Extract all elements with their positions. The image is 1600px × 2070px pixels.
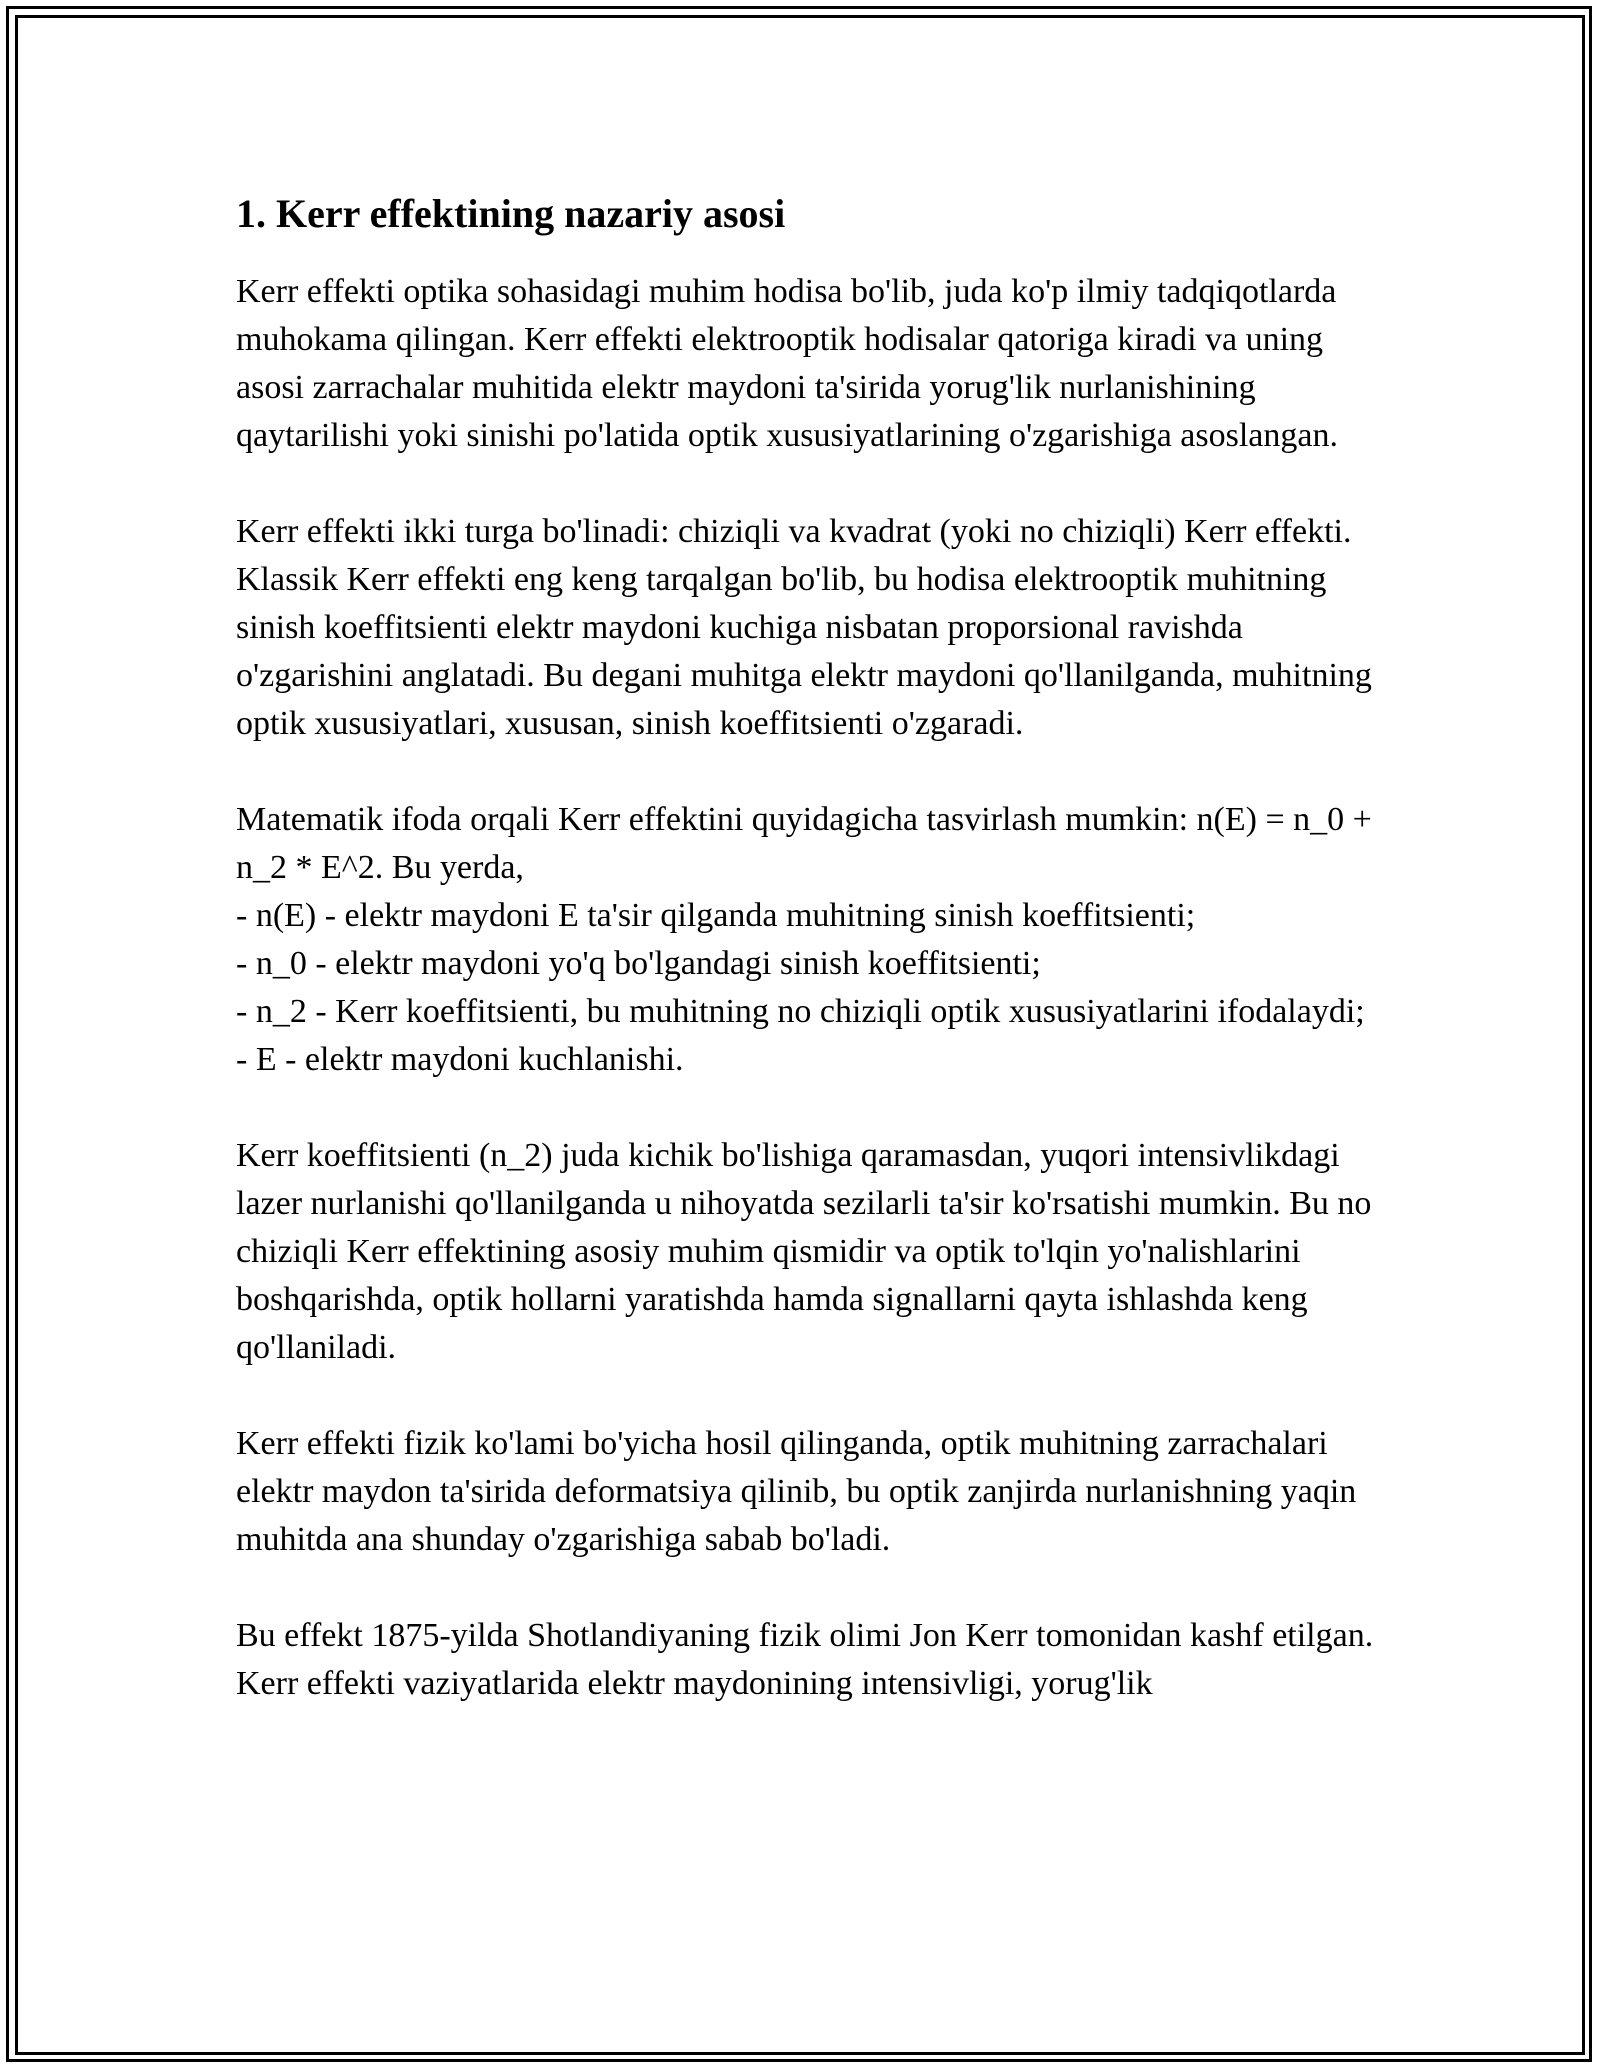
- formula-item-n-e: - n(E) - elektr maydoni E ta'sir qilganda muhitning sinish koeffitsienti;: [236, 897, 1196, 934]
- formula-intro: Matematik ifoda orqali Kerr effektini quyidagicha tasvirlash mumkin: n(E) = n_0 + n_2 * E^2. Bu yerda,: [236, 801, 1372, 886]
- formula-item-e: - E - elektr maydoni kuchlanishi.: [236, 1041, 684, 1078]
- formula-item-n0: - n_0 - elektr maydoni yo'q bo'lgandagi sinish koeffitsienti;: [236, 945, 1041, 982]
- paragraph-history: Bu effekt 1875-yilda Shotlandiyaning fizik olimi Jon Kerr tomonidan kashf etilgan. Kerr effekti vaziyatlarida elektr maydonining intensivligi, yorug'lik: [236, 1617, 1374, 1702]
- paragraph-kerr-coefficient: Kerr koeffitsienti (n_2) juda kichik bo'lishiga qaramasdan, yuqori intensivlikdagi lazer nurlanishi qo'llanilganda u nihoyatda sezilarli ta'sir ko'rsatishi mumkin. Bu no chiziqli Kerr effektining asosiy muhim qismidir va optik to'lqin yo'nalishlarini boshqarishda, optik hollarni yaratishda hamda signallarni qayta ishlashda keng qo'llaniladi.: [236, 1137, 1372, 1366]
- paragraph-types: Kerr effekti ikki turga bo'linadi: chiziqli va kvadrat (yoki no chiziqli) Kerr effekti. Klassik Kerr effekti eng keng tarqalgan bo'lib, bu hodisa elektrooptik muhitning sinish koeffitsienti elektr maydoni kuchiga nisbatan proporsional ravishda o'zgarishini anglatadi. Bu degani muhitga elektr maydoni qo'llanilganda, muhitning optik xususiyatlari, xususan, sinish koeffitsienti o'zgaradi.: [236, 513, 1372, 742]
- paragraph-intro: Kerr effekti optika sohasidagi muhim hodisa bo'lib, juda ko'p ilmiy tadqiqotlarda muhokama qilingan. Kerr effekti elektrooptik hodisalar qatoriga kiradi va uning asosi zarrachalar muhitida elektr maydoni ta'sirida yorug'lik nurlanishining qaytarilishi yoki sinishi po'latida optik xususiyatlarining o'zgarishiga asoslangan.: [236, 273, 1338, 454]
- section-heading: 1. Kerr effektining nazariy asosi: [236, 191, 786, 236]
- document-body: [236, 186, 1376, 1756]
- formula-item-n2: - n_2 - Kerr koeffitsienti, bu muhitning no chiziqli optik xususiyatlarini ifodalaydi;: [236, 993, 1365, 1030]
- paragraph-formula: [236, 796, 1376, 1084]
- paragraph-physical-scope: Kerr effekti fizik ko'lami bo'yicha hosil qilinganda, optik muhitning zarrachalari elektr maydon ta'sirida deformatsiya qilinib, bu optik zanjirda nurlanishning yaqin muhitda ana shunday o'zgarishiga sabab bo'ladi.: [236, 1425, 1357, 1558]
